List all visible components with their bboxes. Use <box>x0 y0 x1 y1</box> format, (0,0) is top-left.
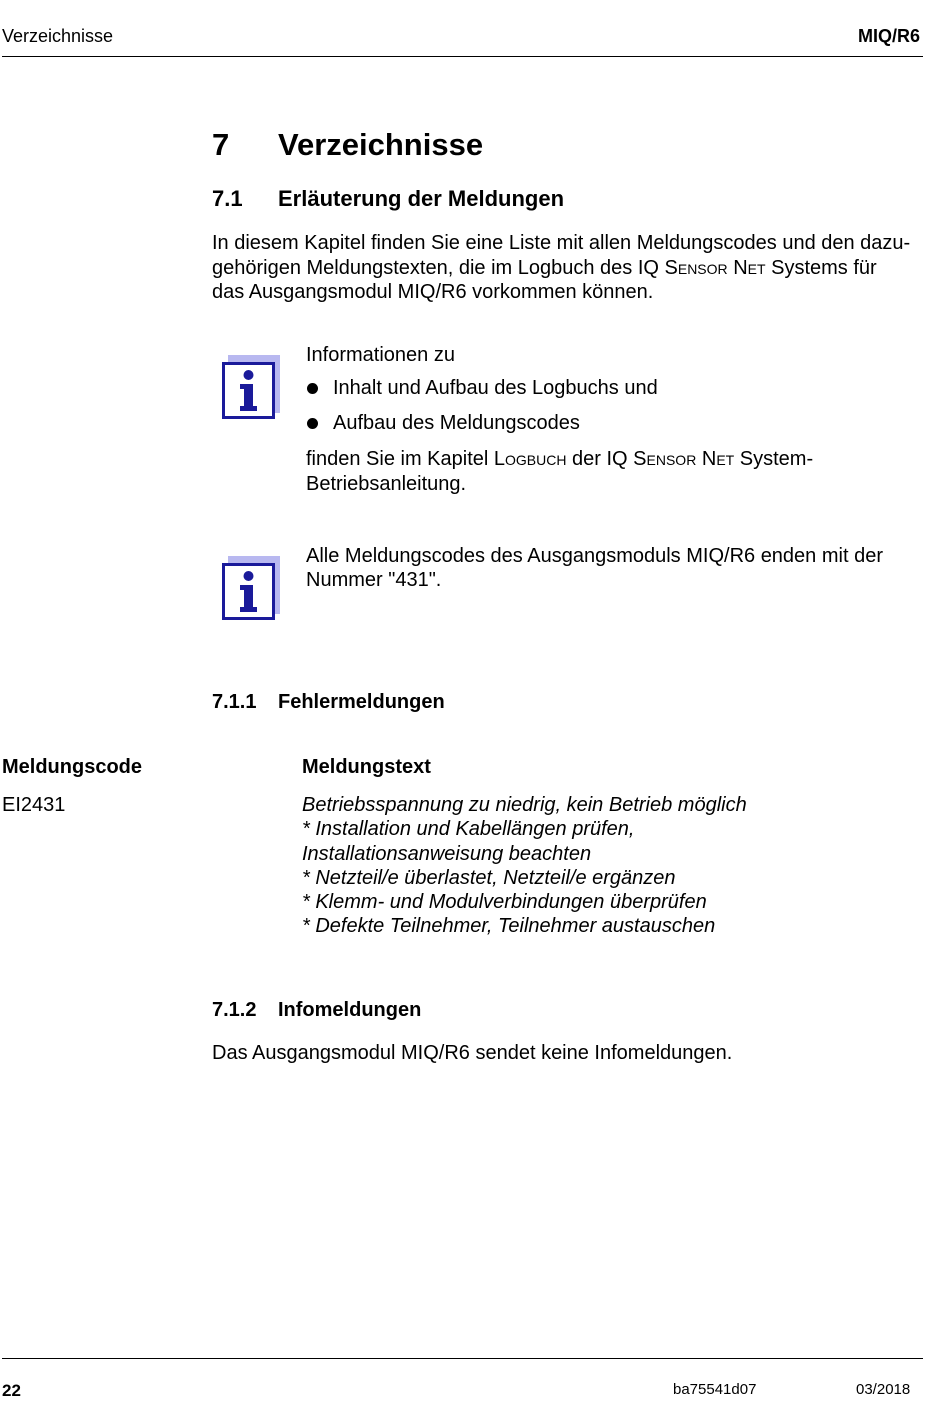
info-icon <box>222 556 280 620</box>
message-line: * Klemm- und Modulverbindungen überprüfen <box>302 891 707 914</box>
doc-id: ba75541d07 <box>673 1381 757 1398</box>
table-header-code: Meldungscode <box>2 756 143 778</box>
section-number: 7.1 <box>212 186 243 211</box>
chapter-logbuch: Logbuch <box>493 448 567 470</box>
message-line: * Netzteil/e überlastet, Netzteil/e ergänzen <box>302 866 676 889</box>
message-line: Installationsanweisung beachten <box>302 842 592 865</box>
intro-line-2 <box>212 256 924 281</box>
info1-line-4-b: der IQ <box>566 448 634 470</box>
message-line: * Installation und Kabellängen prüfen, <box>302 818 635 841</box>
info1-line-4-a: finden Sie im Kapitel <box>306 448 494 470</box>
info1-line-4-c: System- <box>734 448 814 470</box>
table-header-text: Meldungstext <box>302 756 431 778</box>
subsection2-number: 7.1.2 <box>212 999 257 1021</box>
header-right: MIQ/R6 <box>857 26 920 46</box>
message-line: * Defekte Teilnehmer, Teilnehmer austauschen <box>302 915 716 938</box>
chapter-number: 7 <box>212 127 230 162</box>
doc-date: 03/2018 <box>856 1381 911 1398</box>
info1-bullet-2: Aufbau des Meldungscodes <box>333 412 580 434</box>
header-left: Verzeichnisse <box>2 26 114 46</box>
brand-net: Net <box>733 256 766 279</box>
bullet-dot <box>307 383 318 394</box>
table-row-code: EI2431 <box>2 794 66 816</box>
header-rule <box>2 56 923 57</box>
brand-sensor: Sensor <box>633 448 697 470</box>
bullet-dot <box>307 418 318 429</box>
page-number: 22 <box>2 1381 21 1400</box>
section-title: Erläuterung der Meldungen <box>278 186 565 211</box>
subsection2-text: Das Ausgangsmodul MIQ/R6 sendet keine Infomeldungen. <box>212 1042 733 1064</box>
info1-line-5: Betriebsanleitung. <box>306 473 467 495</box>
brand-net: Net <box>701 448 735 470</box>
info1-bullet-1: Inhalt und Aufbau des Logbuchs und <box>333 377 658 399</box>
intro-line-1: In diesem Kapitel finden Sie eine Liste mit allen Meldungscodes und den dazu- <box>212 232 911 254</box>
info1-line-1: Informationen zu <box>306 344 455 366</box>
table-row-text <box>302 793 747 939</box>
intro-line-2-b: Systems für <box>765 256 877 279</box>
info2-line-1: Alle Meldungscodes des Ausgangsmoduls MIQ/R6 enden mit der <box>306 545 883 567</box>
subsection1-title: Fehlermeldungen <box>278 691 445 713</box>
intro-paragraph <box>212 231 924 305</box>
subsection2-title: Infomeldungen <box>278 999 422 1021</box>
intro-line-2-a: gehörigen Meldungstexten, die im Logbuch des IQ <box>212 256 665 279</box>
brand-sensor: Sensor <box>664 256 728 279</box>
footer-rule <box>2 1358 923 1359</box>
subsection1-number: 7.1.1 <box>212 691 257 713</box>
message-line: Betriebsspannung zu niedrig, kein Betrieb möglich <box>302 794 747 816</box>
info-icon <box>222 355 280 419</box>
info1-line-4 <box>306 447 813 472</box>
intro-line-3: das Ausgangsmodul MIQ/R6 vorkommen können. <box>212 281 654 303</box>
chapter-title: Verzeichnisse <box>278 127 484 162</box>
info2-line-2: Nummer "431". <box>306 569 442 591</box>
